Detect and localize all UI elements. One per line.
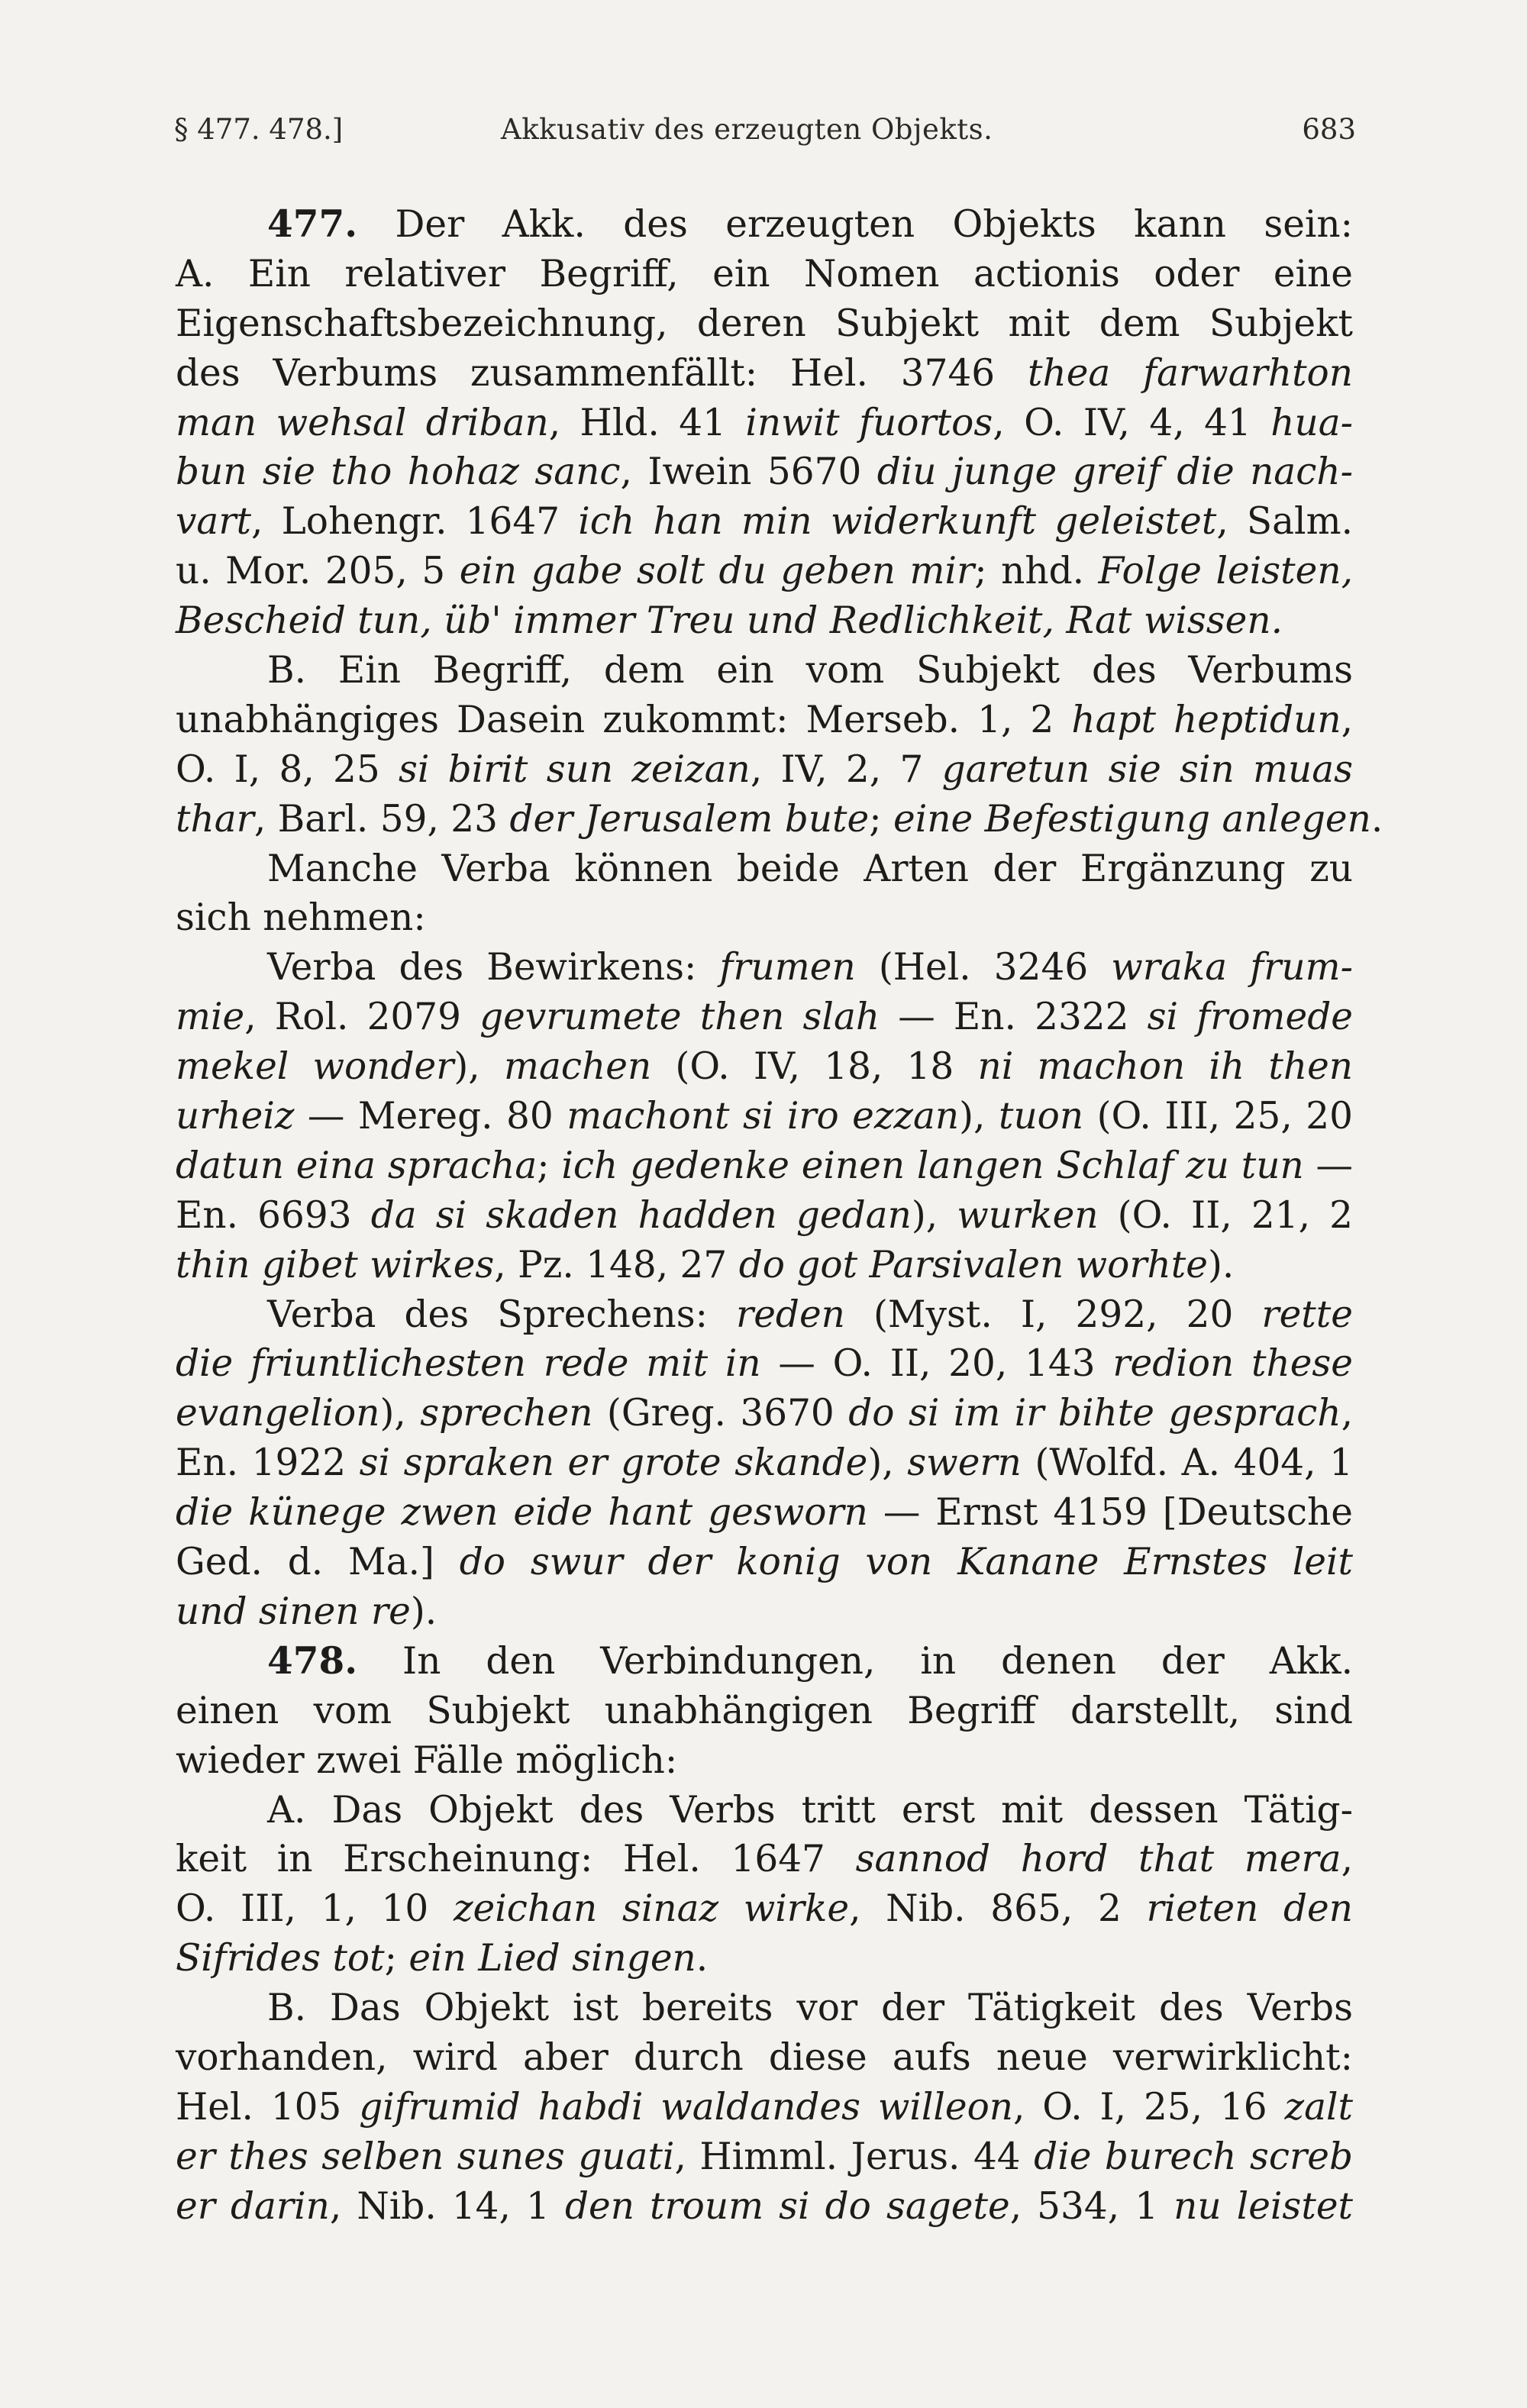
text-segment: (Greg. 3670 bbox=[592, 1392, 849, 1435]
text-segment: . bbox=[696, 1937, 709, 1980]
text-segment: (Hel. 3246 bbox=[855, 946, 1112, 989]
quotation-text: rieten den bbox=[1146, 1887, 1353, 1931]
quotation-text: der Jerusalem bute bbox=[509, 797, 870, 841]
quotation-text: gifrumid habdi waldandes willeon bbox=[359, 2085, 1014, 2129]
text-segment: , O. IV, 4, 41 bbox=[993, 401, 1271, 444]
text-segment: , Hld. 41 bbox=[548, 401, 746, 444]
text-segment: , Lohengr. 1647 bbox=[251, 500, 579, 544]
quotation-text: er darin bbox=[176, 2184, 330, 2228]
text-segment: Verba des Bewirkens: bbox=[267, 946, 720, 989]
text-segment: sich nehmen: bbox=[176, 896, 426, 940]
text-line bbox=[176, 2182, 1353, 2232]
text-segment: ), bbox=[959, 1095, 999, 1138]
text-segment: vorhanden, wird aber durch diese aufs neue verwirklicht: bbox=[176, 2035, 1353, 2079]
quotation-text: ni machon ih then bbox=[977, 1045, 1354, 1089]
text-segment: In den Verbindungen, in denen der Akk. bbox=[357, 1639, 1353, 1683]
text-line bbox=[176, 497, 1353, 547]
quotation-text: thar bbox=[176, 797, 254, 841]
text-line bbox=[176, 1092, 1353, 1141]
quotation-text: Folge leisten, bbox=[1098, 550, 1353, 593]
quotation-text: wurken bbox=[957, 1193, 1099, 1237]
text-line bbox=[176, 1736, 1353, 1786]
quotation-text: zeichan sinaz wirke bbox=[453, 1887, 850, 1931]
text-segment: , Nib. 865, 2 bbox=[849, 1887, 1147, 1931]
quotation-text: si spraken er grote skande bbox=[359, 1441, 868, 1485]
text-line bbox=[176, 1687, 1353, 1736]
quotation-text: swern bbox=[907, 1441, 1022, 1485]
text-segment: Eigenschaftsbezeichnung, deren Subjekt mit dem Subjekt bbox=[176, 302, 1353, 345]
text-line bbox=[176, 2033, 1353, 2083]
text-segment: , bbox=[1341, 1392, 1353, 1435]
text-line bbox=[176, 1389, 1353, 1438]
text-segment: , Pz. 148, 27 bbox=[494, 1243, 739, 1286]
text-segment: , Himml. Jerus. 44 bbox=[674, 2135, 1035, 2178]
text-segment: ; bbox=[869, 797, 894, 841]
quotation-text: Sifrides tot bbox=[176, 1937, 385, 1980]
quotation-text: ein gabe solt du geben mir bbox=[459, 550, 975, 593]
text-line bbox=[176, 2132, 1353, 2182]
text-segment: ), bbox=[454, 1045, 504, 1089]
quotation-text: zalt bbox=[1284, 2085, 1353, 2129]
text-line bbox=[176, 1934, 1353, 1984]
text-segment: ), bbox=[867, 1441, 908, 1485]
text-segment: ; bbox=[537, 1144, 562, 1187]
text-line bbox=[176, 1786, 1353, 1835]
quotation-text: ich han min widerkunft geleistet bbox=[578, 500, 1217, 544]
text-segment: unabhängiges Dasein zukommt: Merseb. 1, 2 bbox=[176, 698, 1072, 741]
quotation-text: machen bbox=[503, 1045, 652, 1089]
quotation-text: wraka frum- bbox=[1111, 946, 1353, 989]
text-line bbox=[176, 200, 1353, 250]
text-segment: ). bbox=[1207, 1243, 1235, 1286]
text-segment: wieder zwei Fälle möglich: bbox=[176, 1738, 678, 1782]
text-segment: ). bbox=[410, 1590, 437, 1633]
quotation-text: si fromede bbox=[1147, 996, 1353, 1039]
text-line bbox=[176, 1141, 1353, 1191]
quotation-text: reden bbox=[736, 1293, 845, 1336]
quotation-text: und sinen re bbox=[176, 1590, 411, 1633]
quotation-text: garetun sie sin muas bbox=[941, 747, 1353, 791]
text-line bbox=[176, 399, 1353, 448]
text-segment: , Salm. bbox=[1216, 500, 1353, 544]
text-segment: , O. I, 25, 16 bbox=[1013, 2085, 1285, 2129]
text-segment: keit in Erscheinung: Hel. 1647 bbox=[176, 1838, 856, 1881]
quotation-text: tuon bbox=[998, 1095, 1084, 1138]
text-segment: O. III, 1, 10 bbox=[176, 1887, 454, 1931]
text-line bbox=[176, 795, 1383, 844]
text-segment: , Iwein 5670 bbox=[620, 450, 877, 494]
text-line bbox=[176, 844, 1353, 894]
quotation-text: machont si iro ezzan bbox=[567, 1095, 960, 1138]
quotation-text: Bescheid tun, üb' immer Treu und Redlichkeit, Rat wissen. bbox=[176, 599, 1283, 643]
text-line bbox=[176, 1438, 1353, 1488]
text-segment: einen vom Subjekt unabhängigen Begriff darstellt, sind bbox=[176, 1689, 1353, 1732]
quotation-text: den troum si do sagete bbox=[564, 2184, 1010, 2228]
text-segment: O. I, 8, 25 bbox=[176, 747, 399, 791]
quotation-text: thin gibet wirkes bbox=[176, 1243, 495, 1286]
text-segment: des Verbums zusammenfällt: Hel. 3746 bbox=[176, 351, 1028, 395]
text-line bbox=[176, 547, 1353, 596]
text-segment: (O. III, 25, 20 bbox=[1083, 1095, 1353, 1138]
text-segment: A. Ein relativer Begriff, ein Nomen actionis oder eine bbox=[176, 252, 1353, 295]
text-segment: Manche Verba können beide Arten der Ergänzung zu bbox=[267, 847, 1353, 890]
quotation-text: frumen bbox=[719, 946, 856, 989]
text-segment: Hel. 105 bbox=[176, 2085, 360, 2129]
text-segment: — O. II, 20, 143 bbox=[760, 1342, 1113, 1386]
quotation-text: die künege zwen eide hant gesworn bbox=[176, 1491, 868, 1535]
text-segment: u. Mor. 205, 5 bbox=[176, 550, 460, 593]
text-segment: , IV, 2, 7 bbox=[750, 747, 942, 791]
quotation-text: vart bbox=[176, 500, 251, 544]
text-segment: A. Das Objekt des Verbs tritt erst mit dessen Tätig- bbox=[267, 1788, 1353, 1832]
text-segment: (O. II, 21, 2 bbox=[1098, 1193, 1353, 1237]
text-segment: ; nhd. bbox=[974, 550, 1099, 593]
quotation-text: nu leistet bbox=[1173, 2184, 1354, 2228]
text-segment: ), bbox=[379, 1392, 421, 1435]
text-line bbox=[176, 993, 1353, 1042]
text-line bbox=[176, 1290, 1353, 1340]
text-segment: — bbox=[1303, 1144, 1353, 1187]
text-line bbox=[176, 1191, 1353, 1241]
text-line bbox=[176, 1984, 1353, 2033]
text-line bbox=[176, 299, 1353, 349]
text-segment: , bbox=[1341, 698, 1353, 741]
quotation-text: do si im ir bihte gesprach bbox=[848, 1392, 1341, 1435]
text-segment: (O. IV, 18, 18 bbox=[651, 1045, 978, 1089]
text-line bbox=[176, 447, 1353, 497]
quotation-text: gevrumete then slah bbox=[479, 996, 880, 1039]
quotation-text: die burech screb bbox=[1034, 2135, 1353, 2178]
text-line bbox=[176, 696, 1353, 745]
quotation-text: hapt heptidun bbox=[1071, 698, 1341, 741]
text-line bbox=[176, 2083, 1353, 2132]
quotation-text: do swur der konig von Kanane Ernstes leit bbox=[459, 1541, 1353, 1584]
text-segment: , Barl. 59, 23 bbox=[253, 797, 510, 841]
text-line bbox=[176, 1587, 1353, 1637]
text-segment: , Nib. 14, 1 bbox=[329, 2184, 565, 2228]
quotation-text: evangelion bbox=[176, 1392, 380, 1435]
quotation-text: sprechen bbox=[420, 1392, 593, 1435]
text-line bbox=[176, 1835, 1353, 1884]
text-line bbox=[176, 1042, 1353, 1092]
page-number: 683 bbox=[1302, 113, 1356, 146]
section-number: 478. bbox=[267, 1638, 358, 1683]
text-line bbox=[176, 1884, 1353, 1934]
running-header bbox=[174, 113, 1356, 159]
text-line bbox=[176, 596, 1353, 646]
text-segment: , Rol. 2079 bbox=[244, 996, 480, 1039]
quotation-text: si birit sun zeizan bbox=[399, 747, 751, 791]
running-title: Akkusativ des erzeugten Objekts. bbox=[501, 113, 993, 146]
text-line bbox=[176, 893, 1353, 943]
text-line bbox=[176, 745, 1353, 795]
text-segment: Verba des Sprechens: bbox=[267, 1293, 737, 1336]
text-segment: — Ernst 4159 [Deutsche bbox=[867, 1491, 1353, 1535]
text-segment: ), bbox=[911, 1193, 957, 1237]
quotation-text: diu junge greif die nach- bbox=[876, 450, 1354, 494]
quotation-text: rette bbox=[1261, 1293, 1353, 1336]
text-segment: En. 6693 bbox=[176, 1193, 371, 1237]
quotation-text: urheiz bbox=[176, 1095, 295, 1138]
quotation-text: inwit fuortos bbox=[745, 401, 993, 444]
quotation-text: datun eina spracha bbox=[176, 1144, 538, 1187]
quotation-text: da si skaden hadden gedan bbox=[370, 1193, 912, 1237]
quotation-text: man wehsal driban bbox=[176, 401, 549, 444]
text-segment: , bbox=[1341, 1838, 1353, 1881]
text-segment: (Wolfd. A. 404, 1 bbox=[1021, 1441, 1354, 1485]
quotation-text: hua- bbox=[1270, 401, 1353, 444]
quotation-text: redion these bbox=[1112, 1342, 1353, 1386]
text-segment: En. 1922 bbox=[176, 1441, 360, 1485]
text-line bbox=[176, 943, 1353, 993]
quotation-text: er thes selben sunes guati bbox=[176, 2135, 675, 2178]
quotation-text: mekel wonder bbox=[176, 1045, 454, 1089]
quotation-text: bun sie tho hohaz sanc bbox=[176, 450, 621, 494]
text-line bbox=[176, 250, 1353, 299]
text-segment: (Myst. I, 292, 20 bbox=[844, 1293, 1262, 1336]
text-line bbox=[176, 1241, 1353, 1290]
body-text bbox=[176, 200, 1383, 2232]
section-number: 477. bbox=[267, 202, 358, 246]
quotation-text: do got Parsivalen worhte bbox=[738, 1243, 1208, 1286]
text-line bbox=[176, 1339, 1353, 1389]
quotation-text: die friuntlichesten rede mit in bbox=[176, 1342, 761, 1386]
text-segment: Ged. d. Ma.] bbox=[176, 1541, 460, 1584]
quotation-text: thea farwarhton bbox=[1028, 351, 1353, 395]
quotation-text: eine Befestigung anlegen bbox=[893, 797, 1371, 841]
text-line bbox=[176, 1488, 1353, 1538]
text-segment: B. Ein Begriff, dem ein vom Subjekt des Verbums bbox=[267, 649, 1353, 692]
quotation-text: mie bbox=[176, 996, 245, 1039]
text-segment: . bbox=[1370, 797, 1383, 841]
text-segment: Der Akk. des erzeugten Objekts kann sein: bbox=[357, 203, 1353, 246]
section-range: § 477. 478.] bbox=[174, 113, 344, 146]
text-segment: — Mereg. 80 bbox=[294, 1095, 567, 1138]
quotation-text: sannod hord that mera bbox=[855, 1838, 1341, 1881]
text-line bbox=[176, 349, 1353, 399]
text-line bbox=[176, 646, 1353, 696]
text-line bbox=[176, 1637, 1353, 1687]
quotation-text: ich gedenke einen langen Schlaf zu tun bbox=[561, 1144, 1304, 1187]
text-line bbox=[176, 1538, 1353, 1587]
text-segment: , 534, 1 bbox=[1009, 2184, 1174, 2228]
text-segment: — En. 2322 bbox=[880, 996, 1148, 1039]
quotation-text: ein Lied singen bbox=[408, 1937, 696, 1980]
text-segment: B. Das Objekt ist bereits vor der Tätigkeit des Verbs bbox=[267, 1987, 1353, 2030]
text-segment: ; bbox=[384, 1937, 409, 1980]
